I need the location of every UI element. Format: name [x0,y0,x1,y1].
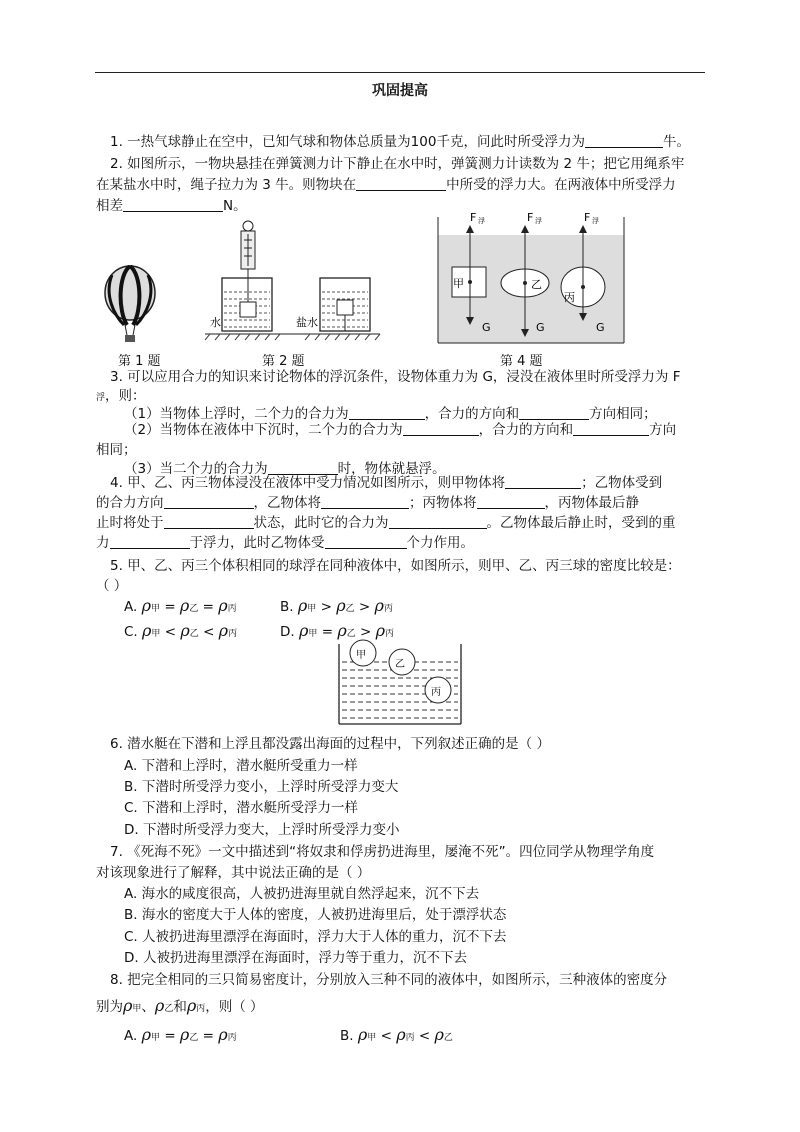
ball-jia-label: 甲 [356,650,366,661]
question-8-option-a[interactable]: A. ρ甲 = ρ乙 = ρ丙 [124,1025,237,1044]
question-6-option-a[interactable]: A. 下潜和上浮时，潜水艇所受重力一样 [124,758,358,774]
object-bing-label: 丙 [564,291,575,304]
question-8-option-b[interactable]: B. ρ甲 < ρ丙 < ρ乙 [340,1025,453,1044]
answer-blank[interactable] [349,405,425,420]
svg-text:G: G [596,321,605,334]
question-3-line-2: （1）当物体上浮时，二个力的合力为 ，合力的方向和 方向相同； [124,406,657,422]
caption-figure-4: 第 4 题 [500,354,543,369]
svg-text:浮: 浮 [535,217,542,225]
question-6-option-c[interactable]: C. 下潜和上浮时，潜水艇所受浮力一样 [124,800,359,816]
question-8-line-1: 8. 把完全相同的三只简易密度计，分别放入三种不同的液体中，如图所示，三种液体的密度分 [110,972,668,988]
answer-blank[interactable] [585,133,663,148]
question-6-option-d[interactable]: D. 下潜时所受浮力变大，上浮时所受浮力变小 [124,822,400,838]
question-3-line-5: （3）当二个力的合力为 时，物体就悬浮。 [124,461,446,477]
ball-bing-label: 丙 [431,687,441,698]
svg-text:浮: 浮 [478,217,485,225]
question-8-line-2: 别为ρ甲、ρ乙和ρ丙，则（ ） [96,996,264,1015]
question-4-line-1: 4. 甲、乙、丙三物体浸没在液体中受力情况如图所示，则甲物体将 ；乙物体受到 [110,475,663,491]
saltwater-label: 盐水 [296,316,318,329]
page-title: 巩固提高 [372,83,428,99]
question-3-line-3: （2）当物体在液体中下沉时，二个力的合力为 ，合力的方向和 方向 [124,422,677,438]
answer-blank[interactable] [325,534,407,549]
question-4-line-3: 止时将处于 状态，此时它的合力为 。乙物体最后静止时，受到的重 [96,515,676,531]
question-5-line-1: 5. 甲、乙、丙三个体积相同的球浮在同种液体中，如图所示，则甲、乙、丙三球的密度比较是： [110,558,681,574]
question-6-option-b[interactable]: B. 下潜时所受浮力变小，上浮时所受浮力变大 [124,779,399,795]
question-5-option-a[interactable]: A. ρ甲 = ρ乙 = ρ丙 [124,596,237,615]
answer-blank[interactable] [505,474,581,489]
question-3-line-1: 3. 可以应用合力的知识来讨论物体的浮沉条件，设物体重力为 G，浸没在液体里时所受浮力为 F [110,369,681,385]
question-7-line-2: 对该现象进行了解释，其中说法正确的是（ ） [96,865,371,881]
answer-blank[interactable] [573,421,649,436]
question-7-option-a[interactable]: A. 海水的咸度很高，人被扔进海里就自然浮起来，沉不下去 [124,886,480,902]
hot-air-balloon-figure [100,265,160,350]
svg-text:浮: 浮 [592,217,599,225]
floating-balls-figure [335,636,465,728]
answer-blank[interactable] [519,405,589,420]
object-jia-label: 甲 [453,277,464,290]
caption-figure-1: 第 1 题 [118,354,161,369]
question-2-line-1: 2. 如图所示，一物块悬挂在弹簧测力计下静止在水中时，弹簧测力计读数为 2 牛；把它用绳系牢 [110,156,685,172]
answer-blank[interactable] [164,494,254,509]
water-label: 水 [210,316,221,329]
question-5-answer-paren: （ ） [96,578,128,594]
spring-scale-figure [200,220,385,345]
svg-text:F: F [527,211,534,224]
answer-blank[interactable] [356,176,446,191]
question-7-line-1: 7. 《死海不死》一文中描述到“将奴隶和俘虏扔进海里，屡淹不死”。四位同学从物理学角度 [110,844,655,860]
question-3-line-1b: 浮，则： [96,388,146,404]
svg-text:G: G [482,321,491,334]
ball-yi-label: 乙 [395,659,405,670]
object-yi-label: 乙 [531,278,542,291]
question-6-stem: 6. 潜水艇在下潜和上浮且都没露出海面的过程中，下列叙述正确的是（ ） [110,736,550,752]
question-7-option-c[interactable]: C. 人被扔进海里漂浮在海面时，浮力大于人体的重力，沉不下去 [124,929,507,945]
question-7-option-d[interactable]: D. 人被扔进海里漂浮在海面时，浮力等于重力，沉不下去 [124,950,467,966]
answer-blank[interactable] [321,494,409,509]
force-diagram-figure [432,205,632,347]
question-1: 1. 一热气球静止在空中，已知气球和物体总质量为100千克，问此时所受浮力为 牛。 [110,134,690,150]
answer-blank[interactable] [403,421,479,436]
svg-text:F: F [584,211,591,224]
question-4-line-4: 力 于浮力，此时乙物体受 个力作用。 [96,535,474,551]
answer-blank[interactable] [110,534,190,549]
question-3-line-4: 相同； [96,442,137,458]
answer-blank[interactable] [477,494,545,509]
question-5-option-d[interactable]: D. ρ甲 = ρ乙 > ρ丙 [280,621,395,640]
question-4-line-2: 的合力方向 ，乙物体将 ；丙物体将 ，丙物体最后静 [96,495,639,511]
question-2-line-3: 相差 N。 [96,198,247,214]
question-7-option-b[interactable]: B. 海水的密度大于人体的密度，人被扔进海里后，处于漂浮状态 [124,907,507,923]
svg-text:F: F [470,211,477,224]
question-5-option-c[interactable]: C. ρ甲 < ρ乙 < ρ丙 [124,621,238,640]
question-5-option-b[interactable]: B. ρ甲 > ρ乙 > ρ丙 [280,596,393,615]
caption-figure-2: 第 2 题 [262,354,305,369]
answer-blank[interactable] [389,514,487,529]
top-rule [95,72,705,73]
answer-blank[interactable] [123,197,223,212]
question-2-line-2: 在某盐水中时，绳子拉力为 3 牛。则物块在 中所受的浮力大。在两液体中所受浮力 [96,177,676,193]
answer-blank[interactable] [164,514,254,529]
svg-text:G: G [536,321,545,334]
